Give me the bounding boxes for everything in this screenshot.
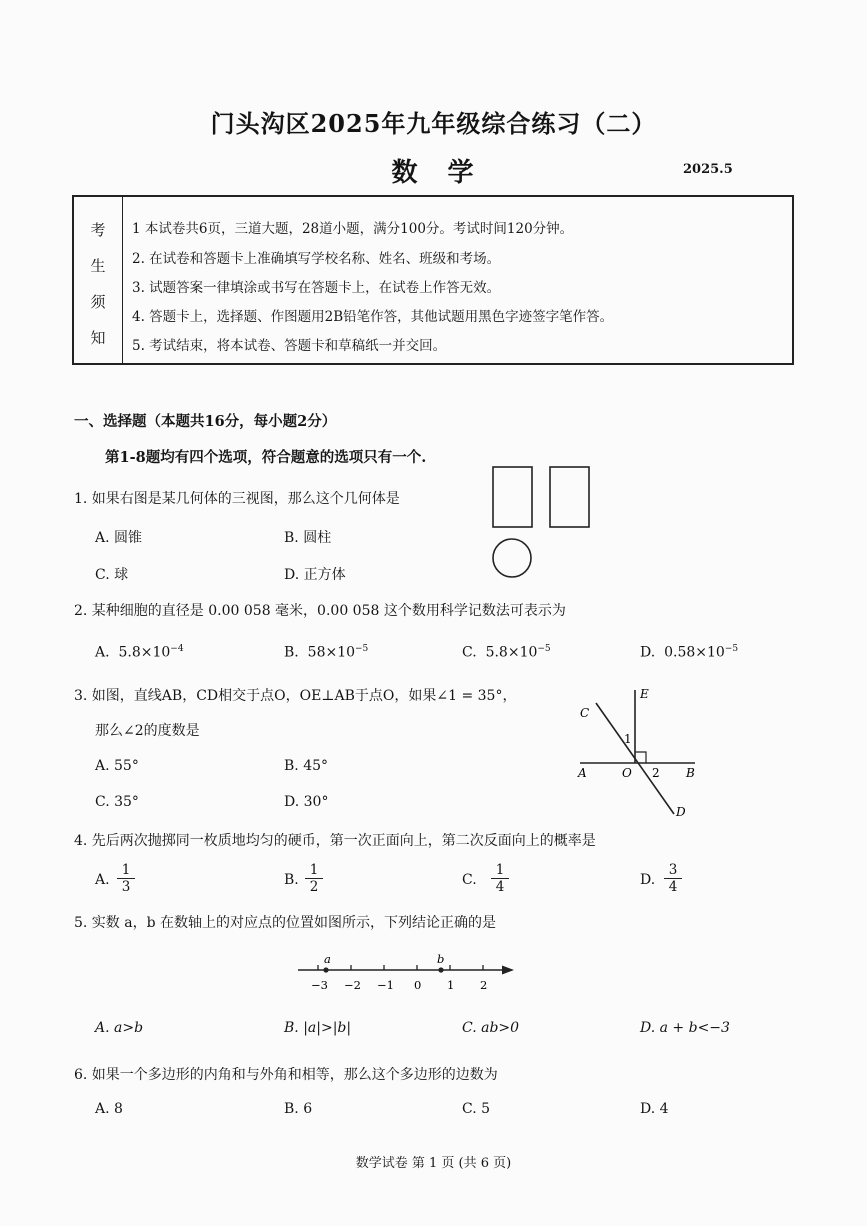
- q4-option-d-label: D.: [640, 872, 656, 888]
- q1-option-c: C. 球: [95, 567, 129, 583]
- notice-label-char: 考: [90, 221, 106, 239]
- label-a: A: [578, 766, 587, 780]
- q3-option-d: D. 30°: [284, 794, 329, 810]
- q5-option-d: D. a + b<−3: [640, 1020, 730, 1036]
- q6-option-a: A. 8: [95, 1101, 123, 1117]
- tick-label: −2: [344, 978, 361, 992]
- label-c: C: [580, 706, 590, 720]
- page-title: 门头沟区2025年九年级综合练习（二）: [210, 109, 657, 138]
- q1-stem: 1. 如果右图是某几何体的三视图，那么这个几何体是: [74, 491, 400, 507]
- subject-title: 数 学: [391, 158, 476, 188]
- side-view: [550, 467, 589, 527]
- notice-label: [74, 197, 123, 363]
- top-view: [493, 539, 531, 577]
- label-b: B: [686, 766, 695, 780]
- q2-option-d: D. $0.58\times 10^{-5}$: [640, 644, 739, 661]
- notice-item: 1 本试卷共6页，三道大题，28道小题，满分100分。考试时间120分钟。: [132, 221, 574, 237]
- q2-stem: 2. 某种细胞的直径是 0.00 058 毫米，0.00 058 这个数用科学记数法可表示为: [74, 603, 566, 619]
- tick-label: 0: [414, 978, 422, 992]
- page-footer: 数学试卷 第 1 页 (共 6 页): [355, 1156, 512, 1171]
- q3-option-b: B. 45°: [284, 758, 329, 774]
- q1-option-b: B. 圆柱: [284, 530, 332, 546]
- notice-item: 4. 答题卡上，选择题、作图题用2B铅笔作答，其他试题用黑色字迹签字笔作答。: [132, 309, 614, 325]
- label-d: D: [676, 805, 686, 819]
- q4-option-b-fraction: $\frac{1}{2}$: [305, 862, 323, 895]
- exam-date: 2025.5: [683, 162, 733, 177]
- q4-option-c-label: C.: [462, 872, 477, 888]
- section-heading: 一、选择题（本题共16分，每小题2分）: [74, 413, 337, 430]
- q4-option-c-fraction: $\frac{1}{4}$: [491, 862, 509, 895]
- label-e: E: [640, 687, 649, 701]
- tick-label: 2: [480, 978, 488, 992]
- q2-option-b: B. $58\times 10^{-5}$: [284, 644, 369, 661]
- q5-stem: 5. 实数 a，b 在数轴上的对应点的位置如图所示，下列结论正确的是: [74, 915, 497, 931]
- label-o: O: [622, 766, 632, 780]
- label-angle-1: 1: [624, 732, 632, 746]
- q4-stem: 4. 先后两次抛掷同一枚质地均匀的硬币，第一次正面向上，第二次反面向上的概率是: [74, 833, 596, 849]
- q3-stem: 3. 如图，直线AB，CD相交于点O，OE⊥AB于点O，如果∠1 = 35°，: [74, 688, 517, 704]
- notice-box: [72, 195, 794, 365]
- q5-option-b: B. |a|>|b|: [284, 1020, 352, 1036]
- q5-option-a: A. a>b: [95, 1020, 144, 1036]
- notice-item: 3. 试题答案一律填涂或书写在答题卡上，在试卷上作答无效。: [132, 280, 501, 296]
- notice-label-char: 知: [90, 329, 106, 347]
- q1-option-d: D. 正方体: [284, 567, 346, 583]
- section-instruction: 第1-8题均有四个选项，符合题意的选项只有一个.: [105, 449, 427, 466]
- tick-label: −3: [311, 978, 328, 992]
- q2-option-a: A. $5.8\times 10^{-4}$: [95, 644, 184, 661]
- q3-option-a: A. 55°: [95, 758, 139, 774]
- q4-option-a-fraction: $\frac{1}{3}$: [117, 862, 135, 895]
- q1-option-a: A. 圆锥: [95, 530, 143, 546]
- notice-label-char: 须: [90, 293, 106, 311]
- q6-option-d: D. 4: [640, 1101, 669, 1117]
- q4-option-b-label: B.: [284, 872, 299, 888]
- q4-option-d-fraction: $\frac{3}{4}$: [664, 862, 682, 895]
- point-a-label: a: [324, 952, 331, 966]
- three-view-figure: [488, 462, 598, 584]
- number-line-arrow: [502, 966, 514, 975]
- q3-option-c: C. 35°: [95, 794, 139, 810]
- point-b-label: b: [437, 952, 445, 966]
- q3-stem-2: 那么∠2的度数是: [95, 723, 200, 739]
- q5-option-c: C. ab>0: [462, 1020, 520, 1036]
- tick-label: 1: [447, 978, 455, 992]
- q2-option-c: C. $5.8\times 10^{-5}$: [462, 644, 551, 661]
- q3-figure: [570, 680, 720, 830]
- point-a: [323, 967, 328, 972]
- notice-item: 2. 在试卷和答题卡上准确填写学校名称、姓名、班级和考场。: [132, 251, 501, 267]
- point-b: [438, 967, 443, 972]
- notice-label-char: 生: [90, 257, 106, 275]
- q6-option-b: B. 6: [284, 1101, 313, 1117]
- front-view: [493, 467, 532, 527]
- number-line: [290, 952, 525, 1000]
- q6-option-c: C. 5: [462, 1101, 491, 1117]
- tick-label: −1: [377, 978, 394, 992]
- q6-stem: 6. 如果一个多边形的内角和与外角和相等，那么这个多边形的边数为: [74, 1067, 498, 1083]
- notice-item: 5. 考试结束，将本试卷、答题卡和草稿纸一并交回。: [132, 338, 447, 354]
- q4-option-a-label: A.: [95, 872, 110, 888]
- label-angle-2: 2: [652, 766, 660, 780]
